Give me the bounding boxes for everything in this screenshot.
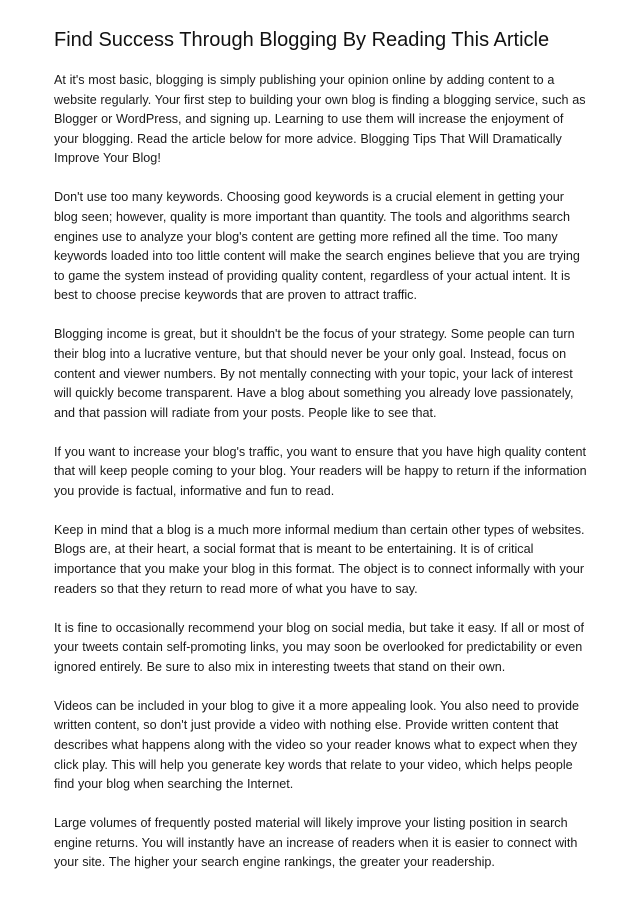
paragraph-videos: Videos can be included in your blog to give it a more appealing look. You also need to provide written content, so don't just provide a video with nothing else. Provide written content that describes what happens along with the video so your reader knows what to expect when they click play. This will help you generate key words that relate to your video, which helps people find your blog when searching the Internet. [54, 698, 579, 792]
paragraph-income: Blogging income is great, but it shouldn't be the focus of your strategy. Some people can turn their blog into a lucrative venture, but that should never be your only goal. Instead, focus on content and viewer numbers. By not mentally connecting with your topic, your lack of interest will quickly become transparent. Have a blog about something you already love passionately, and that passion will radiate from your posts. People like to see that. [54, 327, 575, 420]
paragraph-social-media: It is fine to occasionally recommend your blog on social media, but take it easy. If all or most of your tweets contain self-promoting links, you may soon be overlooked for predictability or even ignored entirely. Be sure to also mix in interesting tweets that stand on their own. [54, 620, 584, 674]
paragraph-keywords: Don't use too many keywords. Choosing good keywords is a crucial element in getting your blog seen; however, quality is more important than quantity. The tools and algorithms search engines use to analyze your blog's content are getting more refined all the time. Too many keywords loaded into too little content will make the search engines believe that you are trying to game the system instead of providing quality content, regardless of your actual intent. It is best to choose precise keywords that are proven to attract traffic. [54, 190, 580, 303]
paragraph-traffic: If you want to increase your blog's traffic, you want to ensure that you have high quality content that will keep people coming to your blog. Your readers will be happy to return if the information you provide is factual, informative and fun to read. [54, 444, 587, 498]
paragraph-intro: At it's most basic, blogging is simply publishing your opinion online by adding content to a website regularly. Your first step to building your own blog is finding a blogging service, such as Blogger or WordPress, and signing up. Learning to use them will increase the enjoyment of your blogging. Read the article below for more advice. Blogging Tips That Will Dramatically Improve Your Blog! [54, 73, 586, 166]
article-title: Find Success Through Blogging By Reading This Article [54, 29, 550, 51]
paragraph-volume: Large volumes of frequently posted material will likely improve your listing position in search engine returns. You will instantly have an increase of readers when it is easier to connect with your site. The higher your search engine rankings, the greater your readership. [54, 816, 578, 870]
paragraph-informal: Keep in mind that a blog is a much more informal medium than certain other types of websites. Blogs are, at their heart, a social format that is meant to be entertaining. It is of critical importance that you make your blog in this format. The object is to connect informally with your readers so that they return to read more of what you have to say. [54, 522, 585, 596]
